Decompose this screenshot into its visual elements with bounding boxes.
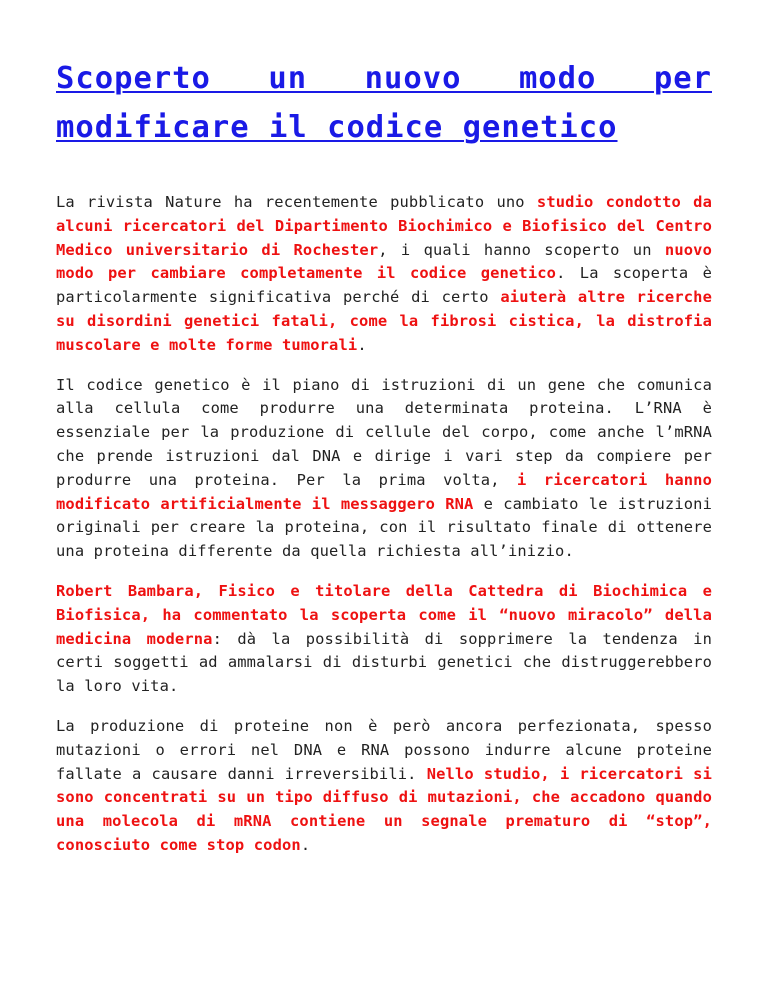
- text-run: La produzione di proteine non è però ancora perfezionata, spesso mutazioni o errori nel DNA e RNA possono indurre alcune proteine fallate a causare danni irreversibili.: [56, 716, 712, 783]
- article-title: [56, 54, 712, 152]
- text-run: : dà la possibilità di sopprimere la tendenza in certi soggetti ad ammalarsi di disturbi genetici che distruggerebbero la loro vita.: [56, 629, 713, 696]
- text-run: .: [300, 835, 311, 854]
- highlight-run: nuovo modo per cambiare completamente il codice genetico: [56, 240, 712, 283]
- paragraph-4: [56, 715, 712, 858]
- paragraph-3: [56, 580, 712, 699]
- highlight-run: Robert Bambara, Fisico e titolare della Cattedra di Biochimica e Biofisica, ha commentato la scoperta come il “nuovo miracolo” della medicina moderna: [56, 581, 712, 648]
- text-run: e cambiato le istruzioni originali per creare la proteina, con il risultato finale di ottenere una proteina differente da quella richiesta all’inizio.: [56, 494, 712, 561]
- text-run: .: [357, 335, 367, 354]
- highlight-run: i ricercatori hanno modificato artificialmente il messaggero RNA: [56, 470, 712, 513]
- paragraph-1: [56, 191, 712, 358]
- text-run: Il codice genetico è il piano di istruzioni di un gene che comunica alla cellula come produrre una determinata proteina. L’RNA è essenziale per la produzione di cellule del corpo, come anche l’mRNA che prende istruzioni dal DNA e dirige i vari step da compiere per produrre una proteina. Per la prima volta,: [56, 375, 712, 489]
- highlight-run: aiuterà altre ricerche su disordini genetici fatali, come la fibrosi cistica, la distrofia muscolare e molte forme tumorali: [56, 288, 712, 354]
- text-run: La rivista Nature ha recentemente pubblicato uno: [56, 193, 537, 211]
- highlight-run: Nello studio, i ricercatori si sono concentrati su un tipo diffuso di mutazioni, che accadono quando una molecola di mRNA contiene un segnale prematuro di “stop”, conosciuto come stop codon: [56, 764, 712, 854]
- paragraph-2: [56, 374, 712, 564]
- article-title-link[interactable]: Scoperto un nuovo modo per modificare il codice genetico: [56, 61, 712, 145]
- article-body: [56, 191, 712, 858]
- text-run: , i quali hanno scoperto un: [378, 240, 665, 259]
- text-run: . La scoperta è particolarmente significativa perché di certo: [56, 264, 712, 307]
- highlight-run: studio condotto da alcuni ricercatori del Dipartimento Biochimico e Biofisico del Centro Medico universitario di Rochester: [56, 193, 712, 259]
